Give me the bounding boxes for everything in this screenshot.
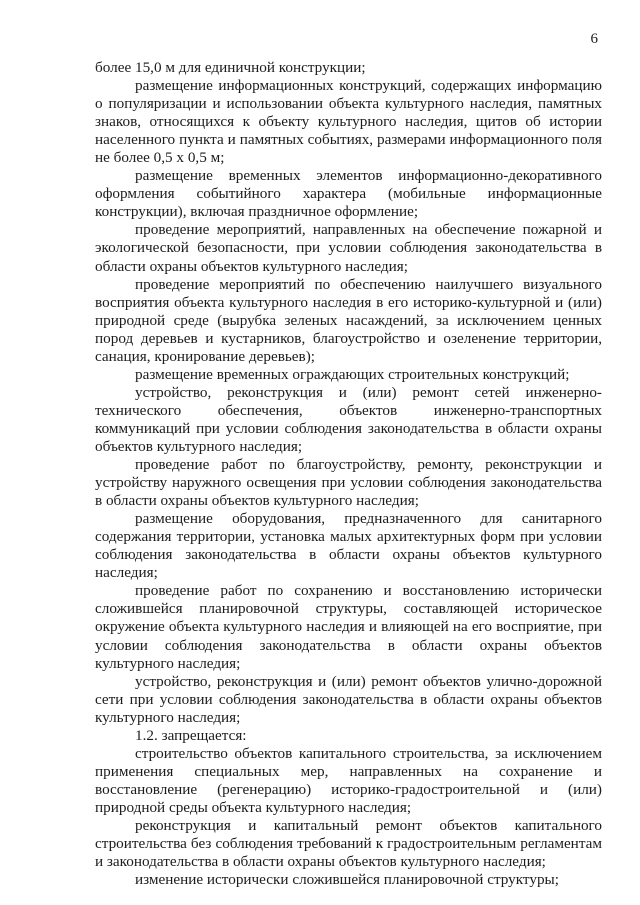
paragraph: проведение мероприятий, направленных на обеспечение пожарной и экологической безопасности, при условии соблюдения законодательства в области охраны объектов культурного наследия;: [95, 221, 602, 275]
paragraph: 1.2. запрещается:: [135, 726, 247, 744]
paragraph: устройство, реконструкция и (или) ремонт объектов улично-дорожной сети при условии соблюдения законодательства в области охраны объектов культурного наследия;: [95, 672, 602, 726]
paragraph: строительство объектов капитального строительства, за исключением применения специальных мер, направленных на сохранение и восстановление (регенерацию) историко-градостроительной и (или) природной среды объекта культурного наследия;: [95, 744, 602, 816]
paragraph: изменение исторически сложившейся планировочной структуры;: [135, 871, 559, 889]
page-number: 6: [590, 31, 598, 47]
paragraph: размещение временных ограждающих строительных конструкций;: [135, 365, 570, 383]
paragraph: устройство, реконструкция и (или) ремонт сетей инженерно-технического обеспечения, объектов инженерно-транспортных коммуникаций при условии соблюдения законодательства в области охраны объектов культурного наследия;: [95, 383, 602, 455]
paragraph: более 15,0 м для единичной конструкции;: [95, 59, 366, 76]
paragraph: размещение информационных конструкций, содержащих информацию о популяризации и использовании объекта культурного наследия, памятных знаков, относящихся к объекту культурного наследия, щитов об истории населенного пункта и памятных событиях, размерами информационного поля не более 0,5 х 0,5 м;: [95, 77, 602, 167]
paragraph: размещение временных элементов информационно-декоративного оформления событийного характера (мобильные информационные конструкции), включая праздничное оформление;: [95, 167, 602, 221]
paragraph: проведение работ по благоустройству, ремонту, реконструкции и устройству наружного освещения при условии соблюдения законодательства в области охраны объектов культурного наследия;: [95, 456, 602, 510]
paragraph: проведение работ по сохранению и восстановлению исторически сложившейся планировочной структуры, составляющей историческое окружение объекта культурного наследия и влияющей на его восприятие, при условии соблюдения законодательства в области охраны объектов культурного наследия;: [95, 582, 602, 672]
paragraph: размещение оборудования, предназначенного для санитарного содержания территории, установка малых архитектурных форм при условии соблюдения законодательства в области охраны объектов культурного наследия;: [95, 510, 602, 582]
paragraph: проведение мероприятий по обеспечению наилучшего визуального восприятия объекта культурного наследия в его историко-культурной и (или) природной среде (вырубка зеленых насаждений, за исключением ценных пород деревьев и кустарников, благоустройство и озеленение территории, санация, кронирование деревьев);: [95, 275, 602, 365]
document-body: [95, 59, 602, 889]
paragraph: реконструкция и капитальный ремонт объектов капитального строительства без соблюдения требований к градостроительным регламентам и законодательства в области охраны объектов культурного наследия;: [95, 816, 602, 871]
